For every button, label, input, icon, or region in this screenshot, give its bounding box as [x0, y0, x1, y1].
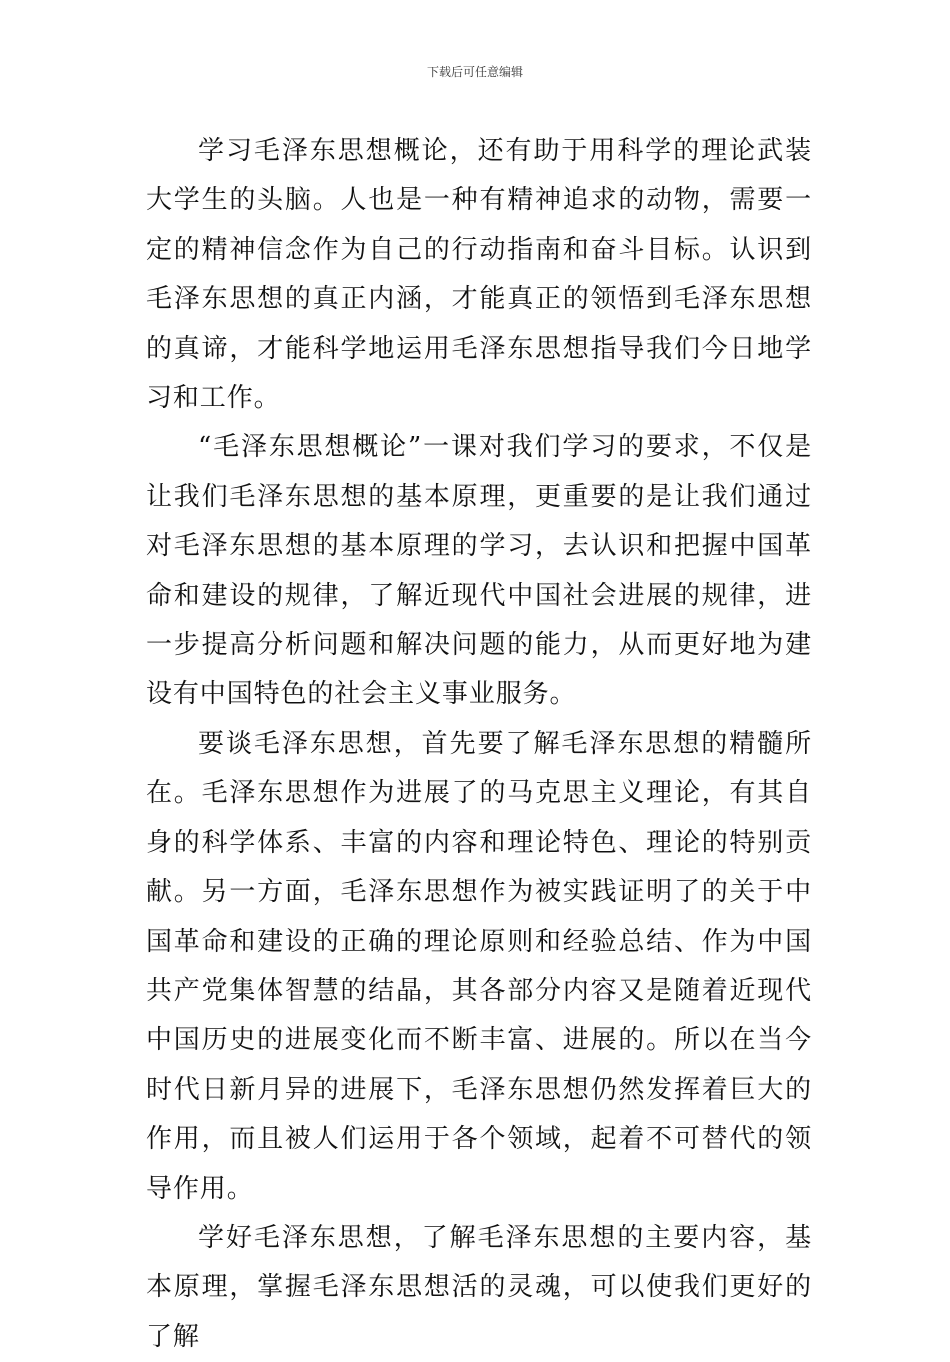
- paragraph-2: “毛泽东思想概论”一课对我们学习的要求，不仅是让我们毛泽东思想的基本原理，更重要的是让我们通过对毛泽东思想的基本原理的学习，去认识和把握中国革命和建设的规律，了解近现代中国社会进展的规律，进一步提高分析问题和解决问题的能力，从而更好地为建设有中国特色的社会主义事业服务。: [146, 432, 812, 710]
- paragraph-1: 学习毛泽东思想概论，还有助于用科学的理论武装大学生的头脑。人也是一种有精神追求的动物，需要一定的精神信念作为自己的行动指南和奋斗目标。认识到毛泽东思想的真正内涵，才能真正的领悟到毛泽东思想的真谛，才能科学地运用毛泽东思想指导我们今日地学习和工作。: [146, 136, 812, 414]
- page-header: 下载后可任意编辑: [426, 65, 523, 79]
- paragraph-3: 要谈毛泽东思想，首先要了解毛泽东思想的精髓所在。毛泽东思想作为进展了的马克思主义理论，有其自身的科学体系、丰富的内容和理论特色、理论的特别贡献。另一方面，毛泽东思想作为被实践证明了的关于中国革命和建设的正确的理论原则和经验总结、作为中国共产党集体智慧的结晶，其各部分内容又是随着近现代中国历史的进展变化而不断丰富、进展的。所以在当今时代日新月异的进展下，毛泽东思想仍然发挥着巨大的作用，而且被人们运用于各个领域，起着不可替代的领导作用。: [146, 728, 812, 1204]
- document-body: [146, 127, 812, 1362]
- paragraph-4: 学好毛泽东思想，了解毛泽东思想的主要内容，基本原理，掌握毛泽东思想活的灵魂，可以使我们更好的了解: [146, 1222, 812, 1352]
